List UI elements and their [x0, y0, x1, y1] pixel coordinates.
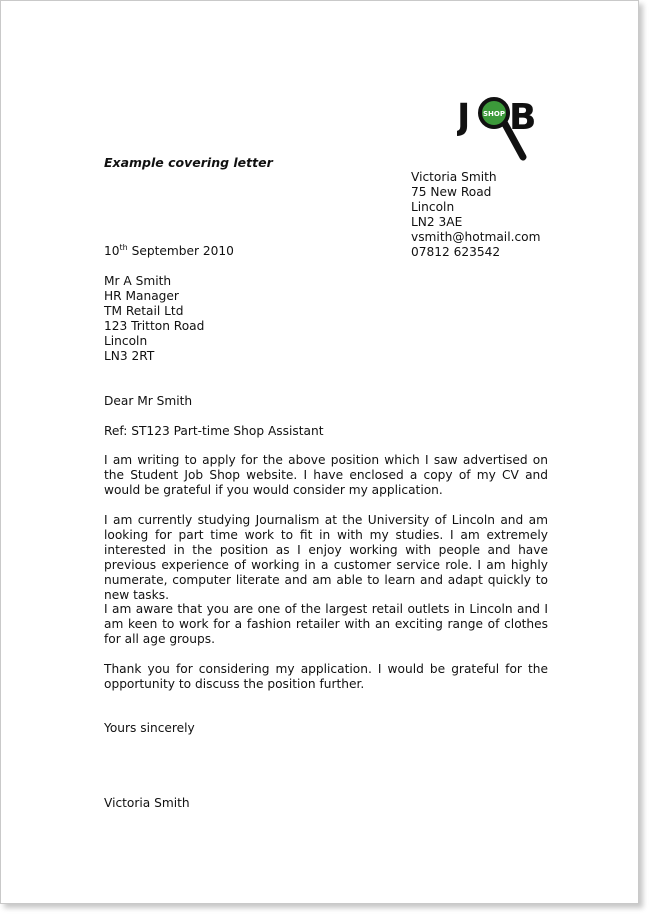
sender-address: [411, 170, 541, 260]
date-day: 10: [104, 244, 120, 258]
salutation: Dear Mr Smith: [104, 394, 193, 408]
sender-name: Victoria Smith: [411, 170, 497, 184]
letter-date: [104, 244, 234, 259]
recipient-name: Mr A Smith: [104, 274, 172, 288]
sender-phone: 07812 623542: [411, 245, 501, 259]
recipient-city: Lincoln: [104, 334, 148, 348]
job-shop-logo: [457, 83, 539, 165]
recipient-street: 123 Tritton Road: [104, 319, 205, 333]
date-suffix: th: [119, 242, 128, 252]
body-paragraph: Thank you for considering my application. I would be grateful for the opportunity to discuss the position further.: [104, 662, 548, 691]
logo-job-j: J: [457, 97, 471, 138]
body-paragraph: I am writing to apply for the above position which I saw advertised on the Student Job Shop website. I have enclosed a copy of my CV and would be grateful if you would consider my application.: [104, 453, 548, 497]
logo-job-b: B: [509, 97, 537, 138]
logo-shop-text: SHOP: [483, 110, 505, 118]
recipient-postcode: LN3 2RT: [104, 349, 155, 363]
document-heading: Example covering letter: [104, 155, 273, 170]
body-paragraph: I am aware that you are one of the largest retail outlets in Lincoln and I am keen to work for a fashion retailer with an exciting range of clothes for all age groups.: [104, 602, 548, 646]
sender-email: vsmith@hotmail.com: [411, 230, 541, 244]
sender-postcode: LN2 3AE: [411, 215, 463, 229]
signature-name: Victoria Smith: [104, 796, 190, 810]
sender-address-line1: 75 New Road: [411, 185, 492, 199]
reference-line: Ref: ST123 Part-time Shop Assistant: [104, 424, 324, 438]
sender-city: Lincoln: [411, 200, 455, 214]
body-paragraph: I am currently studying Journalism at the University of Lincoln and am looking for part time work to fit in with my studies. I am extremely interested in the position as I enjoy working with people and have previous experience of working in a customer service role. I am highly numerate, computer literate and am able to learn and adapt quickly to new tasks.: [104, 513, 548, 602]
recipient-company: TM Retail Ltd: [104, 304, 184, 318]
recipient-title: HR Manager: [104, 289, 179, 303]
closing: Yours sincerely: [104, 721, 195, 735]
date-month-year: September 2010: [127, 244, 234, 258]
recipient-address: [104, 274, 204, 364]
